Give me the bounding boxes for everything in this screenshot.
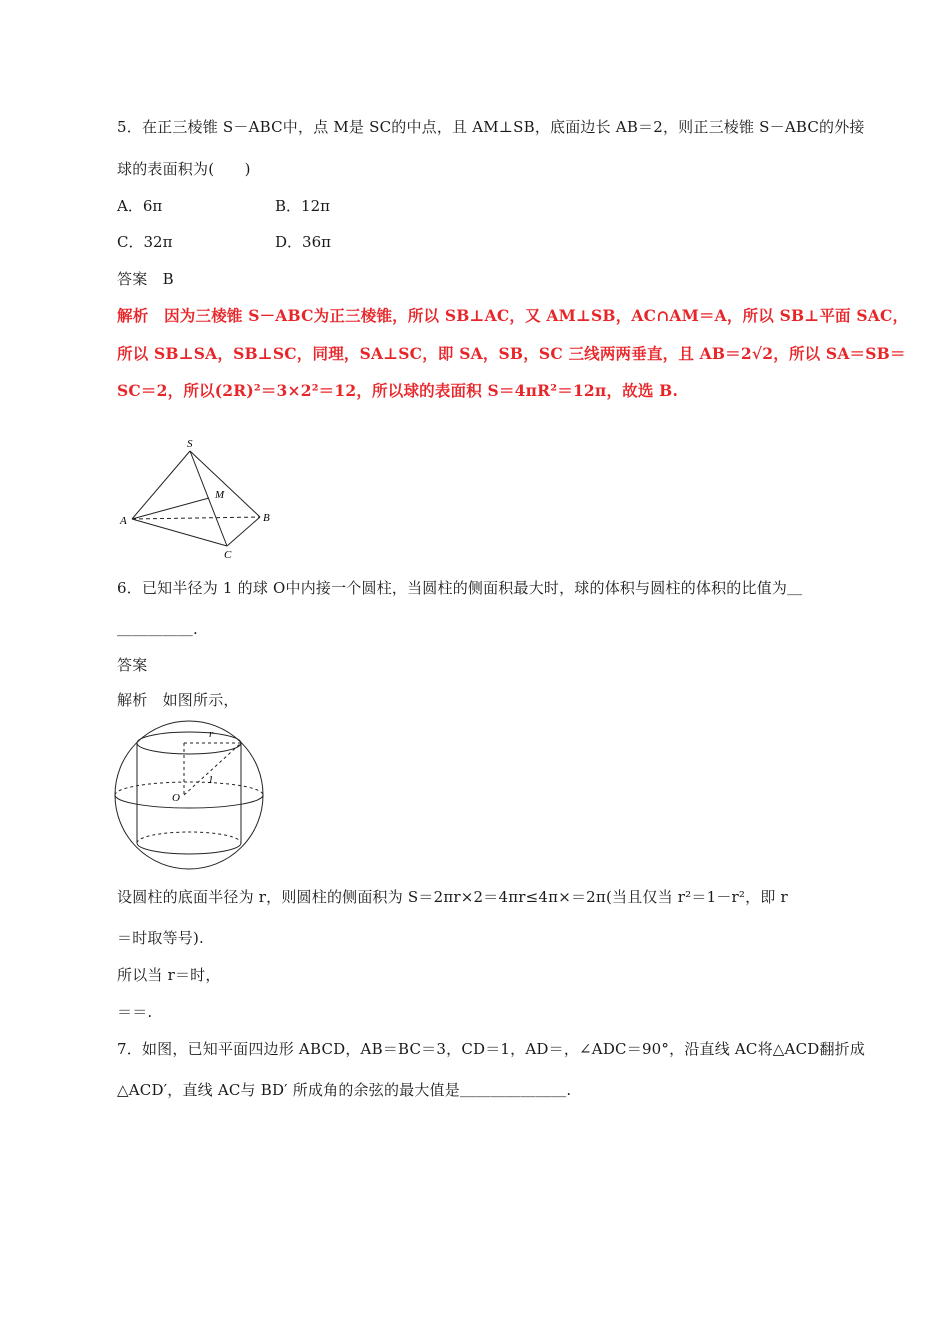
- label-b: B: [263, 512, 270, 524]
- q6-analysis-intro: 解析 如图所示，: [117, 691, 239, 709]
- segment-am: [132, 498, 209, 519]
- q6-stem-line1: 6．已知半径为 1 的球 O中内接一个圆柱，当圆柱的侧面积最大时，球的体积与圆柱的体积的比值为＿: [117, 579, 803, 597]
- edge-ac: [132, 519, 227, 546]
- cylinder-top: [137, 732, 241, 754]
- q5-analysis-line2: 所以 SB⊥SA，SB⊥SC，同理，SA⊥SC，即 SA，SB，SC 三线两两垂直，且 AB＝2√2，所以 SA＝SB＝: [117, 344, 906, 363]
- q6-body-line3: 所以当 r＝时，: [117, 966, 221, 984]
- sphere-cylinder-figure: [112, 718, 272, 878]
- edge-ab-hidden: [132, 517, 260, 519]
- q5-stem-line1: 5．在正三棱锥 S－ABC中，点 M是 SC的中点，且 AM⊥SB，底面边长 AB＝2，则正三棱锥 S－ABC的外接: [117, 118, 865, 136]
- q5-analysis-line3: SC＝2，所以(2R)²＝3×2²＝12，所以球的表面积 S＝4πR²＝12π，故选 B.: [117, 381, 679, 400]
- tetrahedron-figure: [115, 435, 285, 565]
- label-c: C: [224, 549, 232, 561]
- q7-stem-line2: △ACD′，直线 AC与 BD′ 所成角的余弦的最大值是＿＿＿＿＿＿＿.: [117, 1081, 572, 1099]
- label-m: M: [215, 489, 225, 501]
- q5-option-a: A．6π: [117, 197, 163, 215]
- cylinder-bottom-front: [137, 843, 241, 854]
- q5-answer: 答案 B: [117, 270, 174, 288]
- q5-option-d: D．36π: [275, 233, 331, 251]
- label-one: 1: [208, 774, 214, 786]
- q5-stem-line2: 球的表面积为( ): [117, 160, 251, 178]
- sphere-radius-line: [184, 743, 241, 795]
- label-r: r: [209, 728, 214, 740]
- q5-analysis-line1: 解析 因为三棱锥 S－ABC为正三棱锥，所以 SB⊥AC，又 AM⊥SB，AC∩AM＝A，所以 SB⊥平面 SAC，: [117, 306, 909, 325]
- q7-stem-line1: 7．如图，已知平面四边形 ABCD，AB＝BC＝3，CD＝1，AD＝，∠ADC＝90°，沿直线 AC将△ACD翻折成: [117, 1040, 866, 1058]
- cylinder-bottom-back: [137, 832, 241, 843]
- edge-sb: [190, 451, 260, 517]
- q6-body-line1: 设圆柱的底面半径为 r，则圆柱的侧面积为 S＝2πr×2＝4πr≤4π×＝2π(当且仅当 r²＝1－r²，即 r: [117, 888, 788, 906]
- q6-body-line2: ＝时取等号).: [117, 929, 205, 947]
- edge-cb: [227, 517, 260, 546]
- label-s: S: [187, 438, 193, 450]
- edge-sa: [132, 451, 190, 519]
- label-a: A: [120, 515, 127, 527]
- q6-answer: 答案: [117, 656, 148, 674]
- label-o: O: [172, 792, 180, 804]
- q6-body-line4: ＝＝.: [117, 1003, 153, 1021]
- q5-option-c: C．32π: [117, 233, 173, 251]
- q6-stem-line2: ＿＿＿＿＿.: [117, 620, 198, 638]
- q5-option-b: B．12π: [275, 197, 330, 215]
